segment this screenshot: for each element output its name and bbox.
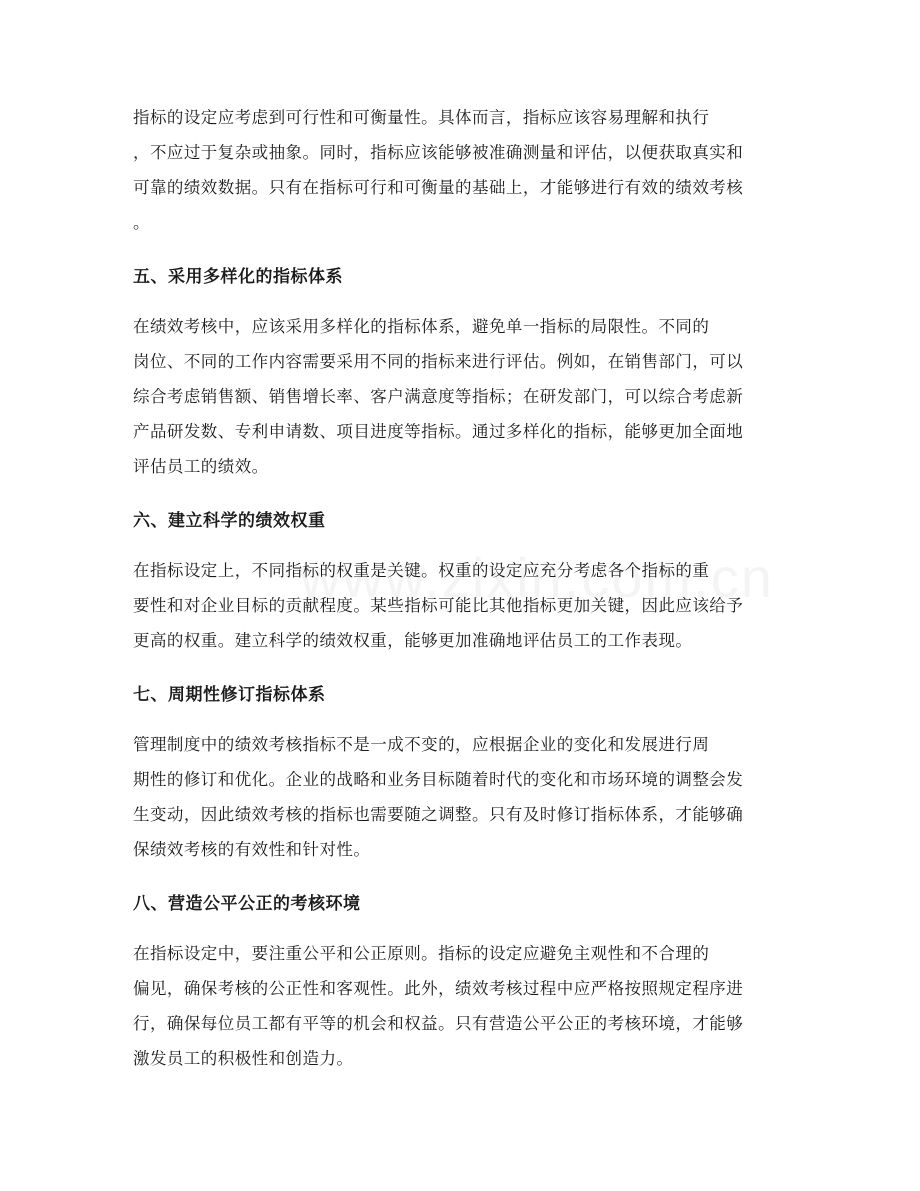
text-line: 综合考虑销售额、销售增长率、客户满意度等指标；在研发部门，可以综合考虑新 [133, 387, 744, 406]
text-line: 可靠的绩效数据。只有在指标可行和可衡量的基础上，才能够进行有效的绩效考核 [133, 178, 744, 197]
text-line: 行，确保每位员工都有平等的机会和权益。只有营造公平公正的考核环境，才能够 [133, 1014, 744, 1033]
section-heading-6: 六、建立科学的绩效权重 [133, 511, 326, 531]
text-line: 生变动，因此绩效考核的指标也需要随之调整。只有及时修订指标体系，才能够确 [133, 805, 744, 824]
text-line: 指标的设定应考虑到可行性和可衡量性。具体而言，指标应该容易理解和执行 [133, 108, 710, 127]
text-line: 保绩效考核的有效性和针对性。 [133, 840, 371, 859]
text-line: 激发员工的积极性和创造力。 [133, 1049, 354, 1068]
section-heading-8: 八、营造公平公正的考核环境 [133, 894, 361, 914]
section-heading-7: 七、周期性修订指标体系 [133, 685, 326, 705]
section-heading-5: 五、采用多样化的指标体系 [133, 267, 343, 287]
text-line: 偏见，确保考核的公正性和客观性。此外，绩效考核过程中应严格按照规定程序进 [133, 979, 744, 998]
text-line: 在绩效考核中，应该采用多样化的指标体系，避免单一指标的局限性。不同的 [133, 317, 710, 336]
text-line: 期性的修订和优化。企业的战略和业务目标随着时代的变化和市场环境的调整会发 [133, 770, 744, 789]
text-line: 在指标设定中，要注重公平和公正原则。指标的设定应避免主观性和不合理的 [133, 944, 710, 963]
text-line: 要性和对企业目标的贡献程度。某些指标可能比其他指标更加关键，因此应该给予 [133, 596, 744, 615]
text-line: 产品研发数、专利申请数、项目进度等指标。通过多样化的指标，能够更加全面地 [133, 422, 744, 441]
text-line: 在指标设定上，不同指标的权重是关键。权重的设定应充分考虑各个指标的重 [133, 561, 710, 580]
text-line: 。 [133, 213, 150, 232]
text-line: 评估员工的绩效。 [133, 457, 269, 476]
text-line: ，不应过于复杂或抽象。同时，指标应该能够被准确测量和评估，以便获取真实和 [133, 143, 744, 162]
text-line: 管理制度中的绩效考核指标不是一成不变的，应根据企业的变化和发展进行周 [133, 735, 710, 754]
text-line: 更高的权重。建立科学的绩效权重，能够更加准确地评估员工的工作表现。 [133, 631, 693, 650]
text-line: 岗位、不同的工作内容需要采用不同的指标来进行评估。例如，在销售部门，可以 [133, 352, 744, 371]
